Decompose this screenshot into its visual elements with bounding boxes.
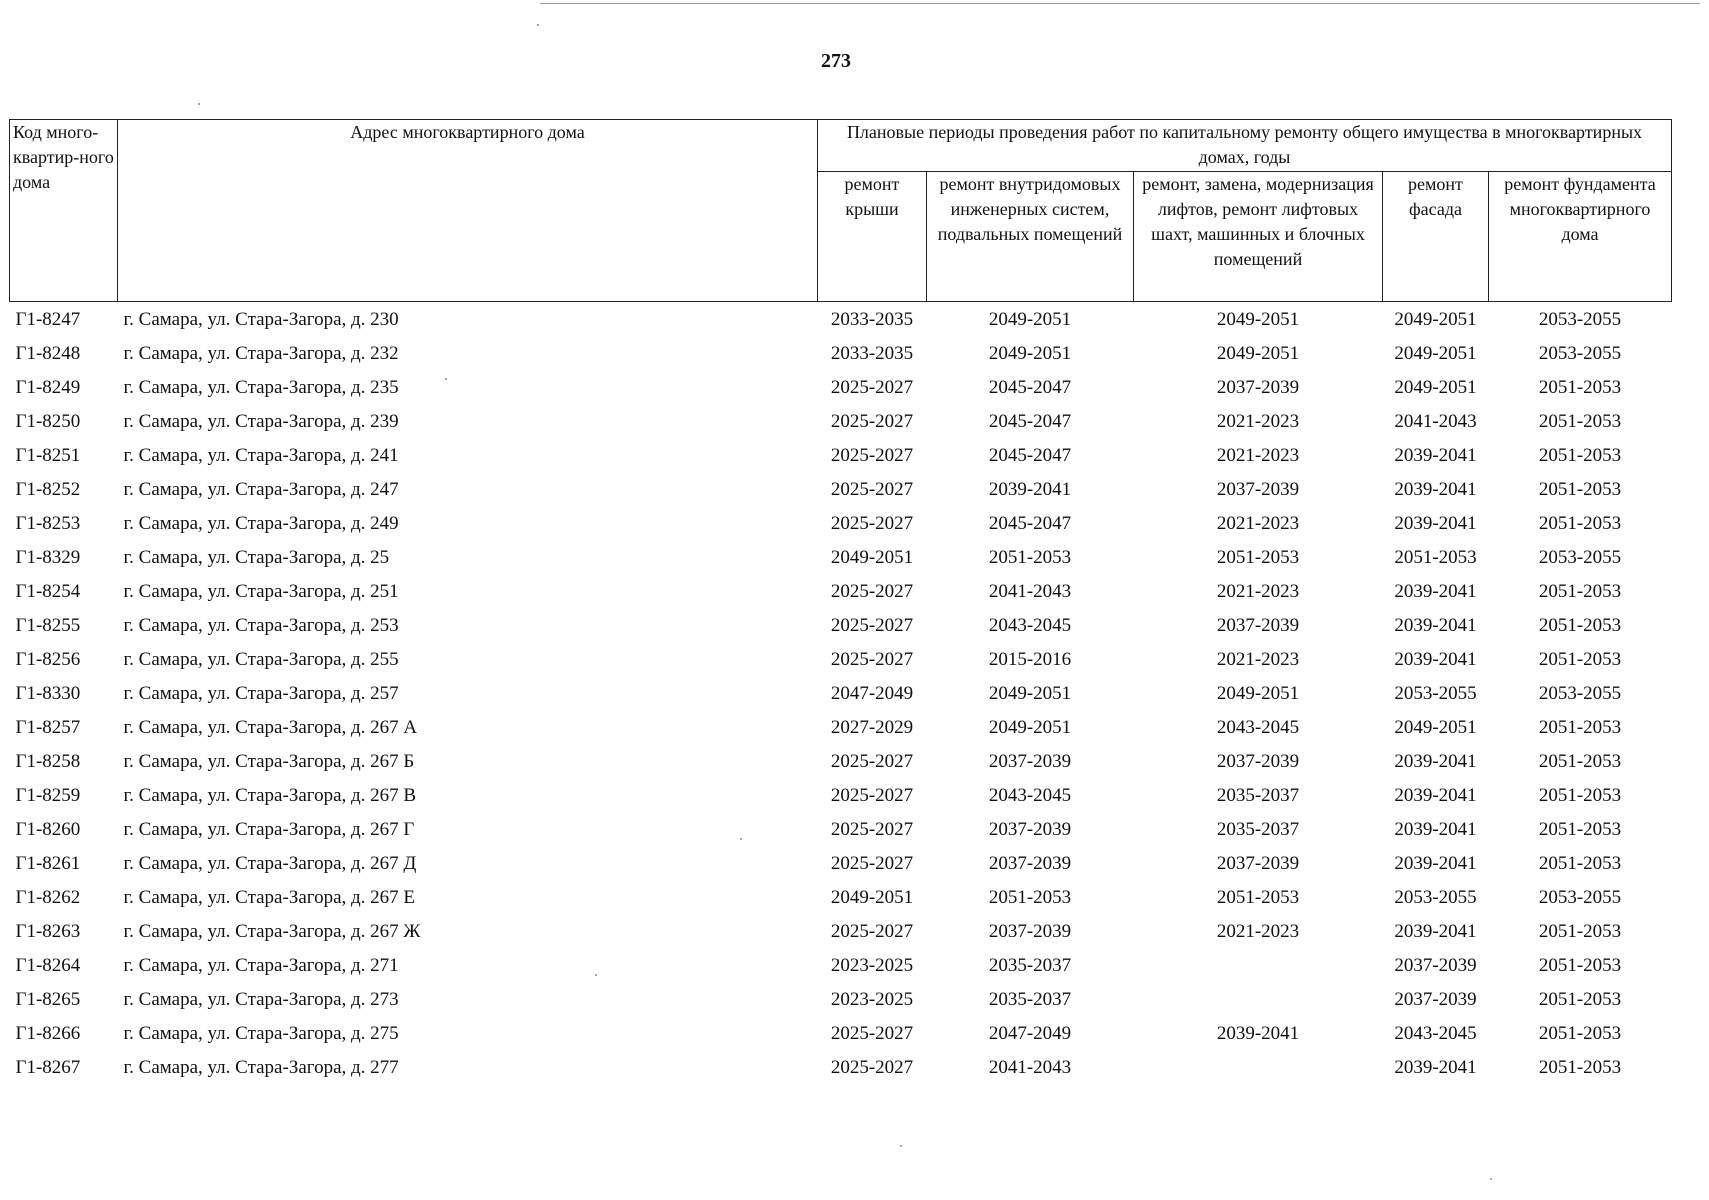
cell-engineering: 2045-2047	[988, 410, 1072, 432]
cell-foundation: 2051-2053	[1538, 444, 1622, 466]
cell-address: г. Самара, ул. Стара-Загора, д. 247	[123, 478, 399, 500]
table-row	[10, 676, 1672, 710]
cell-foundation: 2051-2053	[1538, 716, 1622, 738]
cell-engineering: 2039-2041	[988, 478, 1072, 500]
cell-code: Г1-8248	[15, 342, 81, 364]
table-row	[10, 574, 1672, 608]
cell-foundation: 2051-2053	[1538, 920, 1622, 942]
table-row	[10, 1016, 1672, 1050]
cell-lifts	[1134, 1050, 1383, 1084]
cell-address: г. Самара, ул. Стара-Загора, д. 275	[123, 1022, 399, 1044]
cell-facade: 2043-2045	[1394, 1022, 1477, 1044]
table-row	[10, 1050, 1672, 1084]
table-row	[10, 370, 1672, 404]
cell-roof: 2047-2049	[830, 682, 914, 704]
table-row	[10, 472, 1672, 506]
table-row	[10, 642, 1672, 676]
table-row	[10, 778, 1672, 812]
cell-facade: 2049-2051	[1394, 308, 1477, 330]
cell-facade: 2049-2051	[1394, 342, 1477, 364]
scan-speck	[1490, 1178, 1492, 1180]
cell-engineering: 2045-2047	[988, 444, 1072, 466]
cell-engineering: 2041-2043	[988, 580, 1072, 602]
cell-lifts: 2021-2023	[1216, 512, 1300, 534]
cell-facade: 2053-2055	[1394, 886, 1477, 908]
header-planned-periods: Плановые периоды проведения работ по капитальному ремонту общего имущества в многоквартирных домах, годы	[818, 120, 1672, 172]
cell-address: г. Самара, ул. Стара-Загора, д. 251	[123, 580, 399, 602]
cell-foundation: 2051-2053	[1538, 852, 1622, 874]
cell-address: г. Самара, ул. Стара-Загора, д. 267 Ж	[123, 920, 421, 942]
cell-lifts: 2049-2051	[1216, 308, 1300, 330]
table-row	[10, 404, 1672, 438]
cell-engineering: 2045-2047	[988, 376, 1072, 398]
cell-facade: 2039-2041	[1394, 852, 1477, 874]
cell-engineering: 2015-2016	[988, 648, 1072, 670]
cell-foundation: 2053-2055	[1538, 682, 1622, 704]
cell-roof: 2025-2027	[830, 478, 914, 500]
cell-roof: 2025-2027	[830, 784, 914, 806]
cell-address: г. Самара, ул. Стара-Загора, д. 267 Г	[123, 818, 415, 840]
table-row	[10, 438, 1672, 472]
cell-facade: 2039-2041	[1394, 512, 1477, 534]
cell-roof: 2025-2027	[830, 410, 914, 432]
cell-facade: 2039-2041	[1394, 614, 1477, 636]
table-header	[10, 120, 1672, 302]
page-number: 273	[821, 50, 851, 72]
cell-roof: 2033-2035	[830, 308, 914, 330]
table-row	[10, 744, 1672, 778]
table-row	[10, 914, 1672, 948]
cell-lifts: 2021-2023	[1216, 410, 1300, 432]
cell-address: г. Самара, ул. Стара-Загора, д. 267 Б	[123, 750, 415, 772]
cell-engineering: 2049-2051	[988, 342, 1072, 364]
cell-foundation: 2051-2053	[1538, 580, 1622, 602]
cell-engineering: 2045-2047	[988, 512, 1072, 534]
cell-roof: 2025-2027	[830, 512, 914, 534]
cell-address: г. Самара, ул. Стара-Загора, д. 25	[123, 546, 390, 568]
cell-facade: 2053-2055	[1394, 682, 1477, 704]
cell-lifts: 2037-2039	[1216, 852, 1300, 874]
cell-foundation: 2051-2053	[1538, 478, 1622, 500]
cell-lifts	[1134, 948, 1383, 982]
cell-code: Г1-8249	[15, 376, 81, 398]
cell-roof: 2027-2029	[830, 716, 914, 738]
cell-foundation: 2053-2055	[1538, 886, 1622, 908]
cell-code: Г1-8255	[15, 614, 81, 636]
cell-engineering: 2051-2053	[988, 886, 1072, 908]
cell-foundation: 2053-2055	[1538, 546, 1622, 568]
cell-roof: 2025-2027	[830, 580, 914, 602]
cell-foundation: 2051-2053	[1538, 376, 1622, 398]
cell-code: Г1-8265	[15, 988, 81, 1010]
cell-code: Г1-8264	[15, 954, 81, 976]
table-row	[10, 846, 1672, 880]
header-address: Адрес многоквартирного дома	[118, 120, 818, 302]
scan-speck	[900, 1145, 902, 1147]
scan-speck	[537, 24, 539, 26]
table-row	[10, 880, 1672, 914]
cell-facade: 2039-2041	[1394, 580, 1477, 602]
table-row	[10, 336, 1672, 370]
cell-roof: 2025-2027	[830, 614, 914, 636]
cell-engineering: 2049-2051	[988, 716, 1072, 738]
cell-address: г. Самара, ул. Стара-Загора, д. 271	[123, 954, 399, 976]
cell-address: г. Самара, ул. Стара-Загора, д. 232	[123, 342, 399, 364]
cell-foundation: 2051-2053	[1538, 818, 1622, 840]
cell-address: г. Самара, ул. Стара-Загора, д. 273	[123, 988, 399, 1010]
cell-facade: 2039-2041	[1394, 920, 1477, 942]
cell-lifts: 2035-2037	[1216, 784, 1300, 806]
cell-roof: 2025-2027	[830, 1056, 914, 1078]
cell-engineering: 2049-2051	[988, 682, 1072, 704]
cell-address: г. Самара, ул. Стара-Загора, д. 253	[123, 614, 399, 636]
cell-roof: 2025-2027	[830, 1022, 914, 1044]
table-row	[10, 540, 1672, 574]
cell-code: Г1-8247	[15, 308, 81, 330]
header-engineering: ремонт внутридомовых инженерных систем, подвальных помещений	[927, 172, 1134, 302]
cell-code: Г1-8261	[15, 852, 81, 874]
cell-lifts: 2051-2053	[1216, 546, 1300, 568]
cell-foundation: 2051-2053	[1538, 648, 1622, 670]
cell-facade: 2039-2041	[1394, 478, 1477, 500]
cell-roof: 2025-2027	[830, 852, 914, 874]
cell-address: г. Самара, ул. Стара-Загора, д. 267 В	[123, 784, 417, 806]
cell-lifts: 2043-2045	[1216, 716, 1300, 738]
cell-address: г. Самара, ул. Стара-Загора, д. 267 Д	[123, 852, 417, 874]
cell-address: г. Самара, ул. Стара-Загора, д. 277	[123, 1056, 399, 1078]
cell-address: г. Самара, ул. Стара-Загора, д. 241	[123, 444, 399, 466]
cell-code: Г1-8259	[15, 784, 81, 806]
cell-facade: 2037-2039	[1394, 954, 1477, 976]
cell-address: г. Самара, ул. Стара-Загора, д. 267 А	[123, 716, 418, 738]
header-lifts: ремонт, замена, модернизация лифтов, ремонт лифтовых шахт, машинных и блочных помещений	[1134, 172, 1383, 302]
cell-engineering: 2043-2045	[988, 614, 1072, 636]
cell-lifts: 2037-2039	[1216, 614, 1300, 636]
cell-code: Г1-8260	[15, 818, 81, 840]
cell-lifts: 2021-2023	[1216, 648, 1300, 670]
cell-roof: 2049-2051	[830, 886, 914, 908]
header-code: Код много-квартир-ного дома	[10, 120, 118, 302]
cell-code: Г1-8267	[15, 1056, 81, 1078]
scan-edge-line	[540, 3, 1700, 4]
header-facade: ремонт фасада	[1383, 172, 1489, 302]
cell-code: Г1-8251	[15, 444, 81, 466]
cell-engineering: 2035-2037	[988, 954, 1072, 976]
cell-facade: 2039-2041	[1394, 784, 1477, 806]
cell-address: г. Самара, ул. Стара-Загора, д. 257	[123, 682, 399, 704]
cell-code: Г1-8253	[15, 512, 81, 534]
cell-roof: 2025-2027	[830, 444, 914, 466]
table-body	[10, 302, 1672, 1085]
cell-engineering: 2037-2039	[988, 920, 1072, 942]
cell-roof: 2023-2025	[830, 954, 914, 976]
cell-foundation: 2051-2053	[1538, 1022, 1622, 1044]
cell-foundation: 2051-2053	[1538, 784, 1622, 806]
cell-code: Г1-8266	[15, 1022, 81, 1044]
cell-code: Г1-8250	[15, 410, 81, 432]
cell-lifts: 2037-2039	[1216, 376, 1300, 398]
cell-engineering: 2043-2045	[988, 784, 1072, 806]
cell-code: Г1-8254	[15, 580, 81, 602]
cell-foundation: 2051-2053	[1538, 750, 1622, 772]
header-foundation: ремонт фундамента многоквартирного дома	[1489, 172, 1672, 302]
cell-facade: 2039-2041	[1394, 750, 1477, 772]
scan-speck	[198, 103, 200, 105]
cell-lifts: 2035-2037	[1216, 818, 1300, 840]
cell-roof: 2025-2027	[830, 750, 914, 772]
cell-foundation: 2051-2053	[1538, 614, 1622, 636]
cell-foundation: 2051-2053	[1538, 1056, 1622, 1078]
cell-code: Г1-8256	[15, 648, 81, 670]
cell-engineering: 2037-2039	[988, 750, 1072, 772]
cell-roof: 2033-2035	[830, 342, 914, 364]
cell-lifts: 2037-2039	[1216, 750, 1300, 772]
table-row	[10, 948, 1672, 982]
cell-foundation: 2051-2053	[1538, 988, 1622, 1010]
cell-address: г. Самара, ул. Стара-Загора, д. 239	[123, 410, 399, 432]
cell-roof: 2025-2027	[830, 648, 914, 670]
cell-roof: 2025-2027	[830, 818, 914, 840]
cell-roof: 2025-2027	[830, 376, 914, 398]
cell-code: Г1-8263	[15, 920, 81, 942]
cell-foundation: 2051-2053	[1538, 512, 1622, 534]
cell-address: г. Самара, ул. Стара-Загора, д. 249	[123, 512, 399, 534]
cell-facade: 2041-2043	[1394, 410, 1477, 432]
cell-engineering: 2037-2039	[988, 852, 1072, 874]
cell-address: г. Самара, ул. Стара-Загора, д. 267 Е	[123, 886, 416, 908]
cell-address: г. Самара, ул. Стара-Загора, д. 255	[123, 648, 399, 670]
cell-lifts: 2021-2023	[1216, 580, 1300, 602]
cell-engineering: 2051-2053	[988, 546, 1072, 568]
cell-lifts: 2037-2039	[1216, 478, 1300, 500]
cell-lifts: 2049-2051	[1216, 342, 1300, 364]
cell-engineering: 2035-2037	[988, 988, 1072, 1010]
cell-foundation: 2053-2055	[1538, 308, 1622, 330]
cell-lifts: 2049-2051	[1216, 682, 1300, 704]
cell-address: г. Самара, ул. Стара-Загора, д. 230	[123, 308, 399, 330]
cell-code: Г1-8258	[15, 750, 81, 772]
table-row	[10, 302, 1672, 337]
cell-lifts: 2021-2023	[1216, 920, 1300, 942]
cell-roof: 2025-2027	[830, 920, 914, 942]
cell-facade: 2039-2041	[1394, 818, 1477, 840]
cell-lifts	[1134, 982, 1383, 1016]
repair-schedule-table	[9, 119, 1672, 1084]
cell-foundation: 2051-2053	[1538, 954, 1622, 976]
cell-facade: 2039-2041	[1394, 444, 1477, 466]
header-roof: ремонт крыши	[818, 172, 927, 302]
cell-code: Г1-8262	[15, 886, 81, 908]
table-row	[10, 608, 1672, 642]
cell-engineering: 2041-2043	[988, 1056, 1072, 1078]
table-row	[10, 710, 1672, 744]
cell-lifts: 2021-2023	[1216, 444, 1300, 466]
cell-roof: 2049-2051	[830, 546, 914, 568]
cell-facade: 2051-2053	[1394, 546, 1477, 568]
cell-foundation: 2051-2053	[1538, 410, 1622, 432]
cell-code: Г1-8330	[15, 682, 81, 704]
cell-engineering: 2037-2039	[988, 818, 1072, 840]
table-row	[10, 982, 1672, 1016]
cell-lifts: 2051-2053	[1216, 886, 1300, 908]
cell-facade: 2039-2041	[1394, 1056, 1477, 1078]
cell-engineering: 2047-2049	[988, 1022, 1072, 1044]
cell-address: г. Самара, ул. Стара-Загора, д. 235	[123, 376, 399, 398]
cell-foundation: 2053-2055	[1538, 342, 1622, 364]
cell-facade: 2039-2041	[1394, 648, 1477, 670]
cell-roof: 2023-2025	[830, 988, 914, 1010]
cell-engineering: 2049-2051	[988, 308, 1072, 330]
cell-facade: 2037-2039	[1394, 988, 1477, 1010]
cell-code: Г1-8252	[15, 478, 81, 500]
cell-lifts: 2039-2041	[1216, 1022, 1300, 1044]
table-row	[10, 506, 1672, 540]
cell-code: Г1-8257	[15, 716, 81, 738]
cell-facade: 2049-2051	[1394, 376, 1477, 398]
table-row	[10, 812, 1672, 846]
cell-code: Г1-8329	[15, 546, 81, 568]
cell-facade: 2049-2051	[1394, 716, 1477, 738]
